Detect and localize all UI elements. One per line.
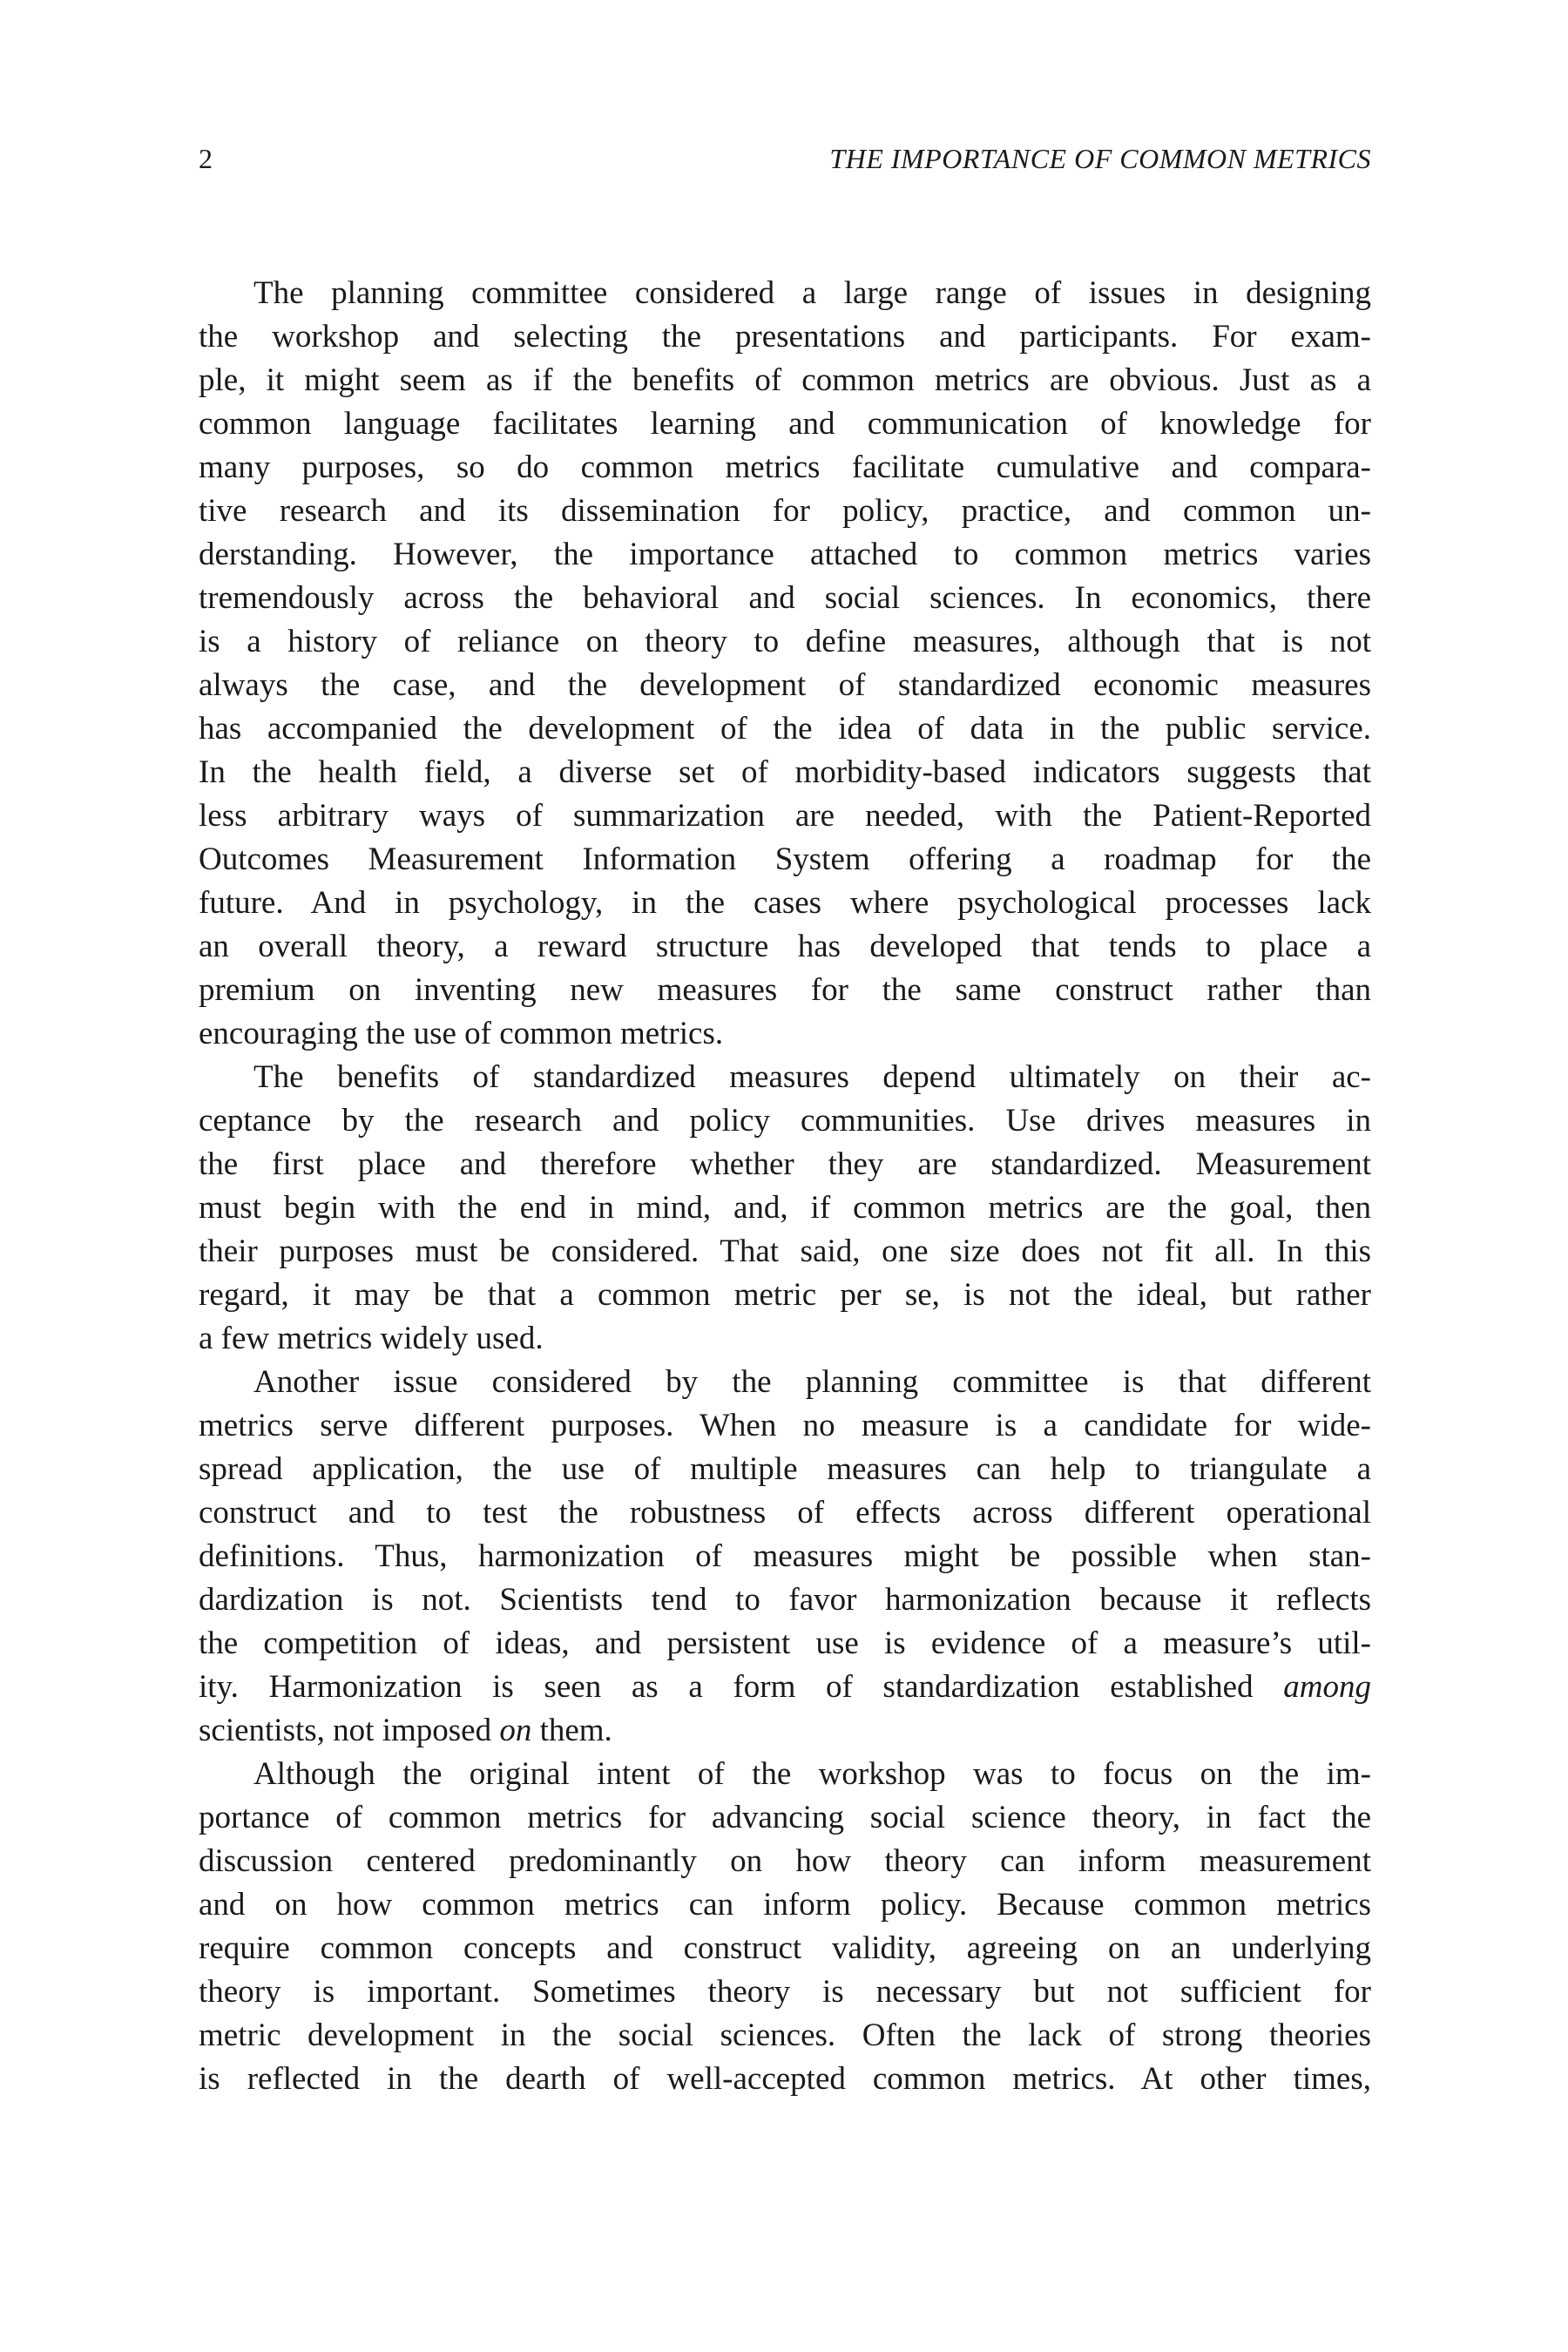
text-line: spread application, the use of multiple measures can help to triangulate a bbox=[199, 1451, 1371, 1487]
text-line: the first place and therefore whether they are standardized. Measurement bbox=[199, 1146, 1371, 1182]
text-line: has accompanied the development of the idea of data in the public service. bbox=[199, 711, 1371, 747]
text-line: definitions. Thus, harmonization of measures might be possible when stan- bbox=[199, 1538, 1371, 1574]
text-line: is reflected in the dearth of well-accepted common metrics. At other times, bbox=[199, 2061, 1371, 2097]
text-line: theory is important. Sometimes theory is necessary but not sufficient for bbox=[199, 1974, 1371, 2010]
text-line: metric development in the social sciences. Often the lack of strong theories bbox=[199, 2017, 1371, 2053]
text-line: common language facilitates learning and communication of knowledge for bbox=[199, 406, 1371, 442]
text-line: dardization is not. Scientists tend to favor harmonization because it reflects bbox=[199, 1582, 1371, 1618]
body-text bbox=[199, 272, 1371, 2101]
text-line: Another issue considered by the planning committee is that different bbox=[253, 1364, 1371, 1400]
paragraph bbox=[199, 272, 1371, 1056]
paragraph bbox=[199, 1753, 1371, 2101]
text-line bbox=[199, 1709, 1371, 1753]
text-line: In the health field, a diverse set of morbidity-based indicators suggests that bbox=[199, 754, 1371, 790]
text-line: an overall theory, a reward structure has developed that tends to place a bbox=[199, 929, 1371, 964]
page-number: 2 bbox=[199, 143, 213, 174]
text-line: is a history of reliance on theory to define measures, although that is not bbox=[199, 624, 1371, 659]
text-segment: scientists, not imposed bbox=[199, 1713, 500, 1748]
text-line bbox=[199, 1666, 1371, 1709]
text-line: must begin with the end in mind, and, if common metrics are the goal, then bbox=[199, 1190, 1371, 1226]
text-line: derstanding. However, the importance attached to common metrics varies bbox=[199, 537, 1371, 572]
running-head bbox=[199, 139, 1371, 178]
italic-word: on bbox=[499, 1713, 532, 1748]
text-segment: them. bbox=[531, 1713, 612, 1748]
text-line: tremendously across the behavioral and social sciences. In economics, there bbox=[199, 580, 1371, 616]
text-line: Outcomes Measurement Information System offering a roadmap for the bbox=[199, 841, 1371, 877]
text-segment: ity. Harmonization is seen as a form of standardization established bbox=[199, 1669, 1284, 1705]
text-line: ple, it might seem as if the benefits of common metrics are obvious. Just as a bbox=[199, 362, 1371, 398]
text-line: many purposes, so do common metrics facilitate cumulative and compara- bbox=[199, 449, 1371, 485]
running-title: THE IMPORTANCE OF COMMON METRICS bbox=[829, 143, 1371, 174]
text-line: discussion centered predominantly on how theory can inform measurement bbox=[199, 1843, 1371, 1879]
text-line: the competition of ideas, and persistent use is evidence of a measure’s util- bbox=[199, 1625, 1371, 1661]
text-line: portance of common metrics for advancing social science theory, in fact the bbox=[199, 1800, 1371, 1835]
text-line: and on how common metrics can inform policy. Because common metrics bbox=[199, 1887, 1371, 1923]
text-line: regard, it may be that a common metric per se, is not the ideal, but rather bbox=[199, 1277, 1371, 1313]
text-line: encouraging the use of common metrics. bbox=[199, 1016, 724, 1051]
paragraph bbox=[199, 1056, 1371, 1361]
text-line: construct and to test the robustness of effects across different operational bbox=[199, 1495, 1371, 1531]
text-line: future. And in psychology, in the cases where psychological processes lack bbox=[199, 885, 1371, 921]
text-line: ceptance by the research and policy communities. Use drives measures in bbox=[199, 1103, 1371, 1139]
italic-word: among bbox=[1283, 1669, 1371, 1705]
text-line: a few metrics widely used. bbox=[199, 1321, 544, 1356]
text-line: premium on inventing new measures for the same construct rather than bbox=[199, 972, 1371, 1008]
text-line: tive research and its dissemination for policy, practice, and common un- bbox=[199, 493, 1371, 529]
text-line: The benefits of standardized measures depend ultimately on their ac- bbox=[253, 1059, 1371, 1095]
text-line: their purposes must be considered. That said, one size does not fit all. In this bbox=[199, 1233, 1371, 1269]
text-line: The planning committee considered a large range of issues in designing bbox=[253, 275, 1371, 311]
text-line: the workshop and selecting the presentations and participants. For exam- bbox=[199, 319, 1371, 355]
text-line: always the case, and the development of standardized economic measures bbox=[199, 667, 1371, 703]
paragraph bbox=[199, 1361, 1371, 1753]
text-line: Although the original intent of the workshop was to focus on the im- bbox=[253, 1756, 1371, 1792]
text-line: require common concepts and construct validity, agreeing on an underlying bbox=[199, 1930, 1371, 1966]
text-line: metrics serve different purposes. When no measure is a candidate for wide- bbox=[199, 1408, 1371, 1443]
text-line: less arbitrary ways of summarization are needed, with the Patient-Reported bbox=[199, 798, 1371, 834]
